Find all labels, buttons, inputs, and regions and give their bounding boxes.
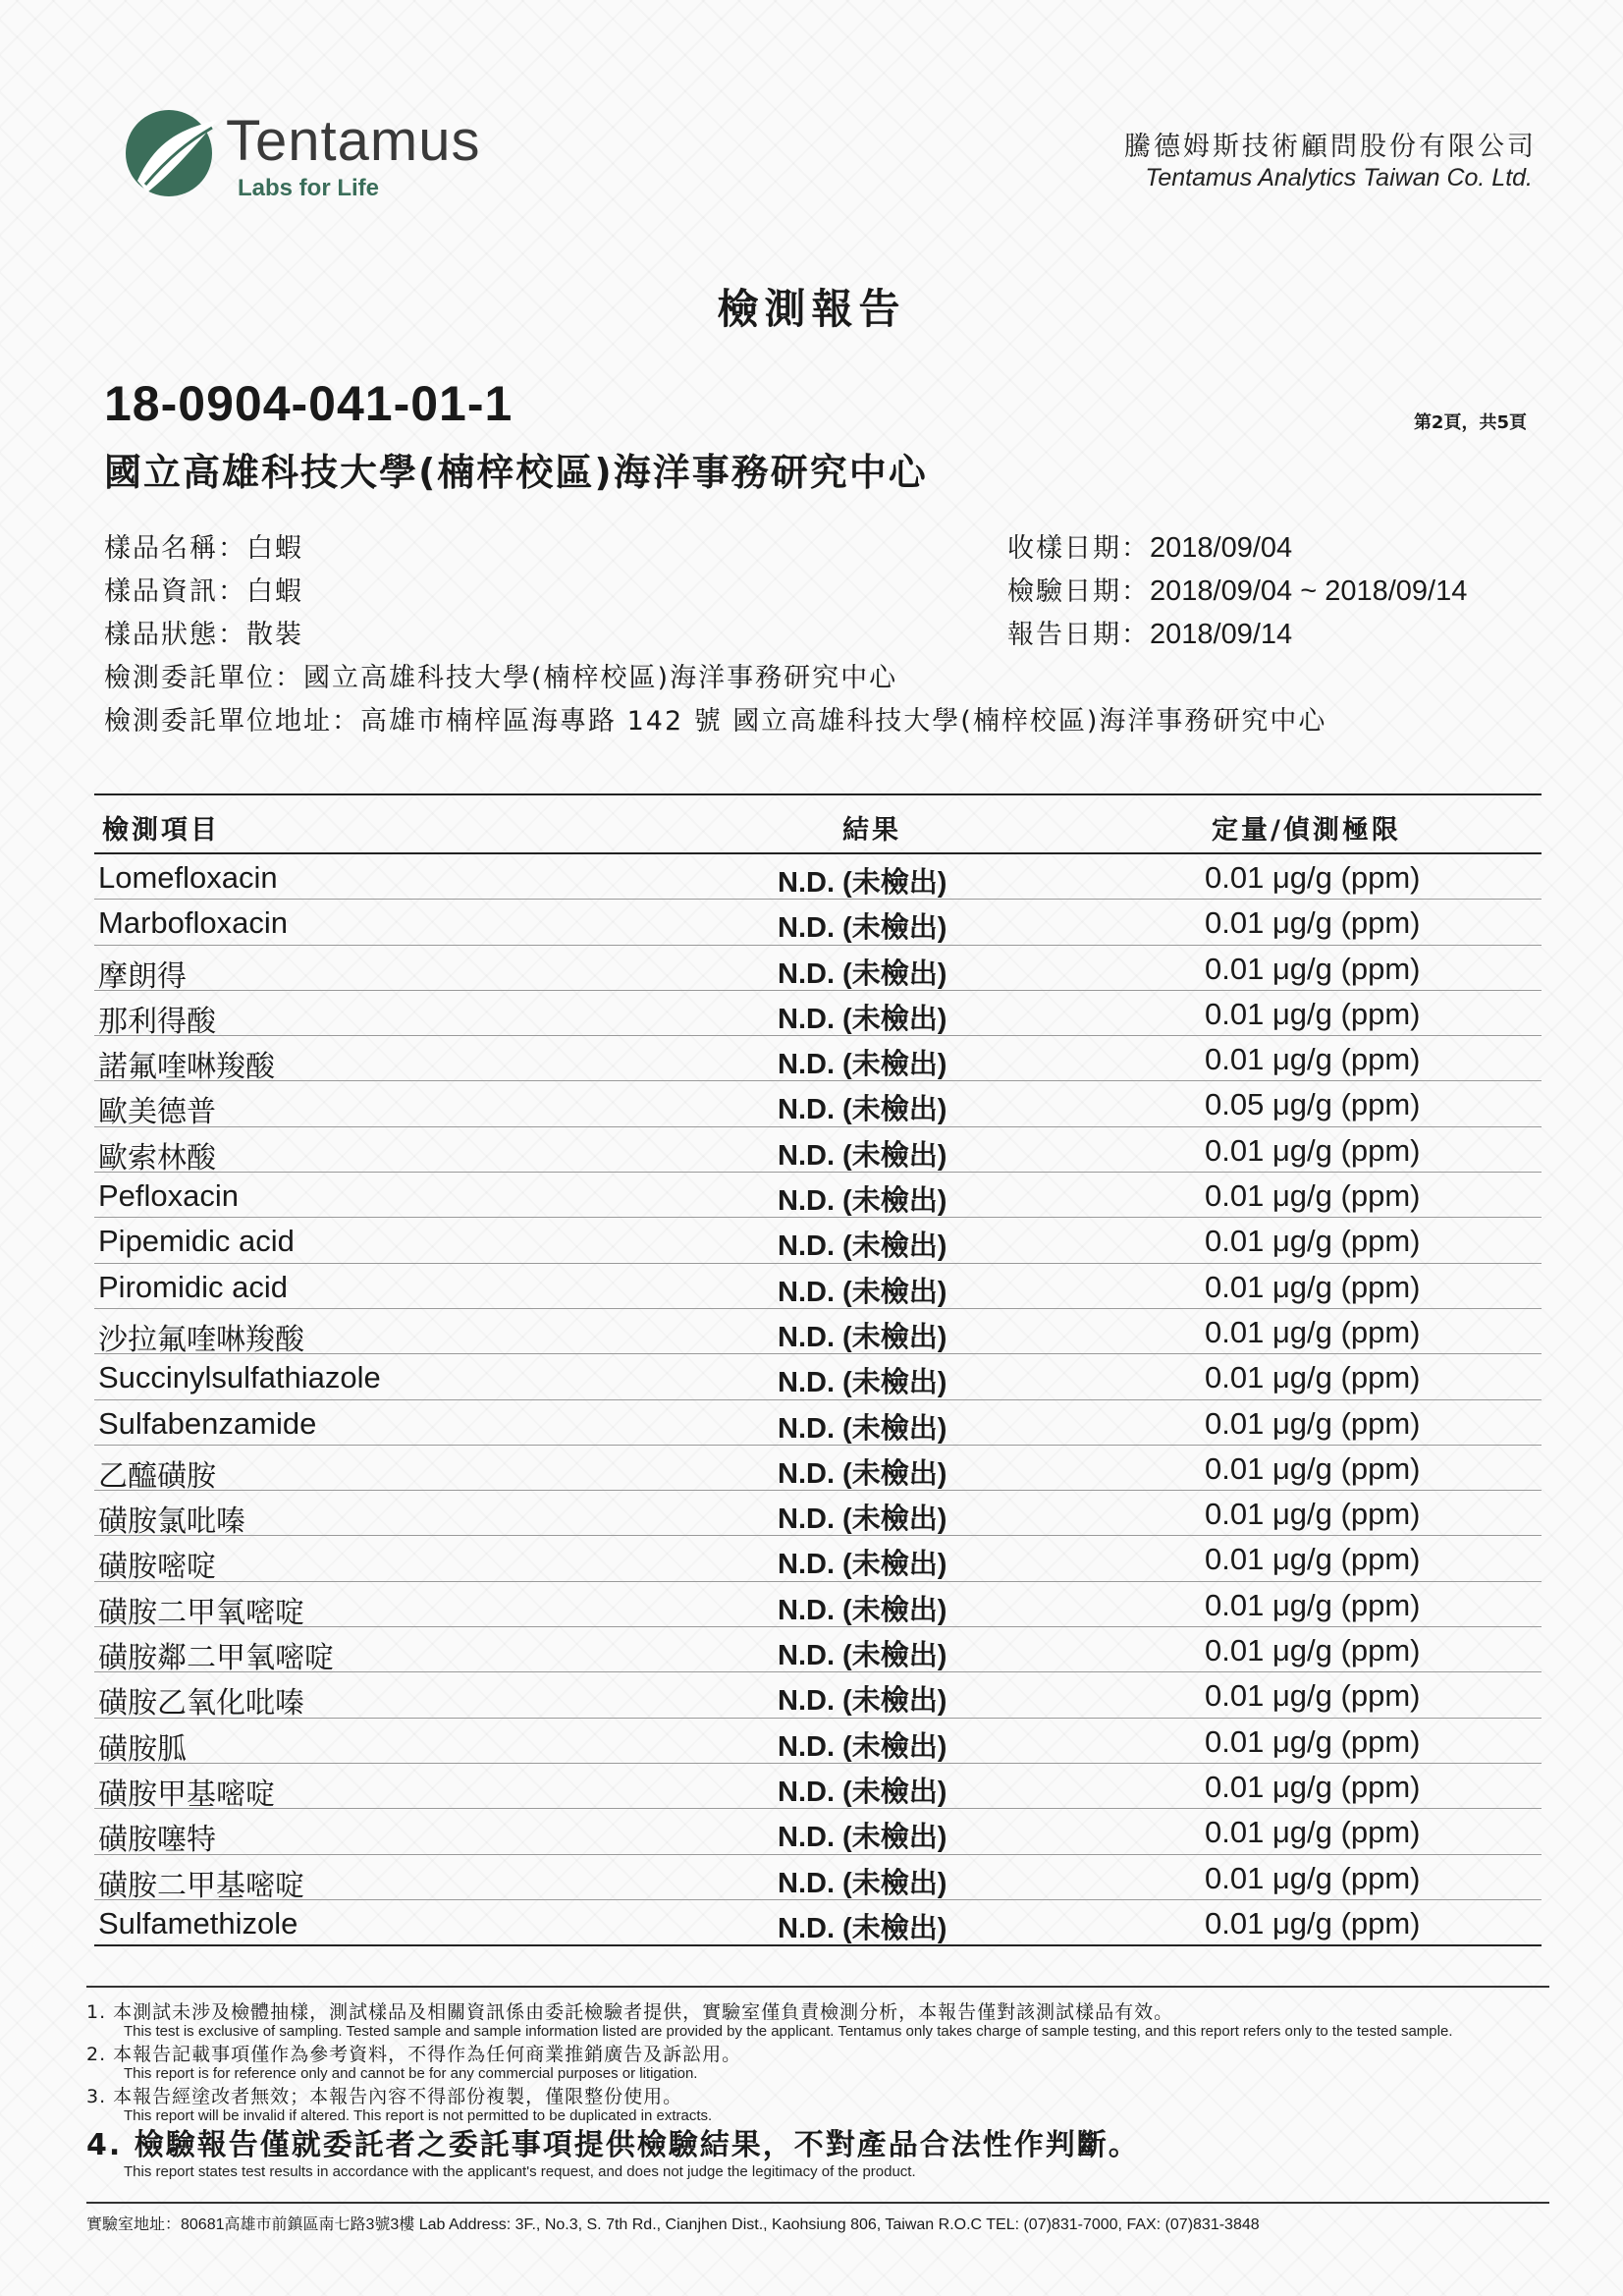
row-result: N.D. (未檢出) [778, 1185, 947, 1218]
row-item: 諾氟喹啉羧酸 [98, 1050, 275, 1085]
row-result: N.D. (未檢出) [778, 1640, 947, 1672]
row-item: 磺胺嘧啶 [98, 1550, 216, 1585]
table-row [94, 1036, 1542, 1085]
row-limit: 0.01 μg/g (ppm) [1205, 1860, 1421, 1895]
row-result: N.D. (未檢出) [778, 1822, 947, 1854]
sample-info [104, 570, 303, 608]
row-item: 那利得酸 [98, 1004, 216, 1039]
table-row [94, 1536, 1542, 1585]
report-number: 18-0904-041-01-1 [104, 376, 514, 431]
row-result: N.D. (未檢出) [778, 1594, 947, 1626]
row-result: N.D. (未檢出) [778, 1867, 947, 1899]
received-date [1007, 526, 1292, 565]
report-date [1007, 613, 1292, 651]
leaf-logo-icon [118, 98, 226, 206]
row-result: N.D. (未檢出) [778, 1003, 947, 1035]
table-row [94, 946, 1542, 994]
header-limit: 定量/偵測極限 [1212, 815, 1401, 846]
row-item: 磺胺二甲基嘧啶 [98, 1868, 304, 1903]
row-limit: 0.01 μg/g (ppm) [1205, 905, 1421, 941]
sample-name-label: 樣品名稱： [104, 533, 246, 564]
table-row [94, 1627, 1542, 1676]
row-item: 磺胺二甲氧嘧啶 [98, 1595, 304, 1630]
row-limit: 0.01 μg/g (ppm) [1205, 1269, 1421, 1304]
lab-address-footer: 實驗室地址：80681高雄市前鎮區南七路3號3樓 Lab Address: 3F., No.3, S. 7th Rd., Cianjhen Dist., Kaohsiung 806, Taiwan R.O.C TEL: (07)831-7000, FAX: (07)831-3848 [86, 2202, 1549, 2234]
note-3-en: This report will be invalid if altered. This report is not permitted to be duplicated in extracts. [124, 2107, 713, 2124]
sample-name-value: 白蝦 [246, 533, 303, 564]
table-row [94, 1491, 1542, 1540]
sample-info-label: 樣品資訊： [104, 576, 246, 607]
sample-name [104, 526, 303, 565]
row-result: N.D. (未檢出) [778, 957, 947, 990]
note-1-cn: 1. 本測試未涉及檢體抽樣，測試樣品及相關資訊係由委託檢驗者提供，實驗室僅負責檢測分析，本報告僅對該測試樣品有效。 [86, 2001, 1174, 2023]
company-name-cn: 騰德姆斯技術顧問股份有限公司 [1124, 132, 1537, 162]
table-body [94, 854, 1542, 1946]
row-limit: 0.01 μg/g (ppm) [1205, 1042, 1421, 1077]
row-limit: 0.01 μg/g (ppm) [1205, 1497, 1421, 1532]
report-date-label: 報告日期： [1007, 620, 1150, 650]
row-limit: 0.01 μg/g (ppm) [1205, 1542, 1421, 1577]
client-address-value: 高雄市楠梓區海專路 142 號 國立高雄科技大學(楠梓校區)海洋事務研究中心 [360, 706, 1327, 737]
row-item: Sulfabenzamide [98, 1405, 317, 1441]
row-limit: 0.01 μg/g (ppm) [1205, 1405, 1421, 1441]
table-row [94, 1264, 1542, 1309]
row-item: 磺胺胍 [98, 1731, 187, 1767]
row-item: Pipemidic acid [98, 1224, 295, 1259]
client-unit-label: 檢測委託單位： [104, 663, 303, 693]
row-limit: 0.05 μg/g (ppm) [1205, 1087, 1421, 1122]
table-row [94, 1719, 1542, 1767]
row-item: Piromidic acid [98, 1269, 288, 1304]
row-result: N.D. (未檢出) [778, 1139, 947, 1172]
row-item: 磺胺甲基嘧啶 [98, 1777, 275, 1812]
header-result: 結果 [842, 815, 901, 846]
received-date-label: 收樣日期： [1007, 533, 1150, 564]
page-number: 第2頁，共5頁 [1413, 412, 1527, 433]
report-date-value: 2018/09/14 [1150, 619, 1293, 650]
row-item: 摩朗得 [98, 958, 187, 994]
company-name-en: Tentamus Analytics Taiwan Co. Ltd. [1145, 164, 1533, 191]
row-item: Marbofloxacin [98, 905, 288, 941]
row-result: N.D. (未檢出) [778, 1549, 947, 1581]
row-item: 磺胺噻特 [98, 1823, 216, 1858]
header-item: 檢測項目 [102, 815, 220, 846]
row-item: 沙拉氟喹啉羧酸 [98, 1322, 304, 1357]
row-limit: 0.01 μg/g (ppm) [1205, 1723, 1421, 1759]
note-3-cn: 3. 本報告經塗改者無效；本報告內容不得部份複製，僅限整份使用。 [86, 2086, 683, 2107]
table-row [94, 1672, 1542, 1722]
sample-info-value: 白蝦 [246, 576, 303, 607]
row-limit: 0.01 μg/g (ppm) [1205, 1769, 1421, 1804]
sample-state-label: 樣品狀態： [104, 620, 246, 650]
results-table [94, 793, 1542, 1946]
row-item: 磺胺乙氧化吡嗪 [98, 1686, 304, 1722]
row-limit: 0.01 μg/g (ppm) [1205, 1450, 1421, 1486]
row-limit: 0.01 μg/g (ppm) [1205, 951, 1421, 986]
table-row [94, 1309, 1542, 1357]
table-row [94, 1354, 1542, 1399]
table-row [94, 1173, 1542, 1218]
row-item: Sulfamethizole [98, 1905, 298, 1941]
test-date-value: 2018/09/04 ~ 2018/09/14 [1150, 575, 1468, 607]
row-limit: 0.01 μg/g (ppm) [1205, 1314, 1421, 1349]
note-4-en: This report states test results in accordance with the applicant's request, and does not judge the legitimacy of the product. [124, 2163, 916, 2180]
row-result: N.D. (未檢出) [778, 1412, 947, 1445]
client-address-label: 檢測委託單位地址： [104, 706, 360, 737]
row-result: N.D. (未檢出) [778, 1230, 947, 1263]
row-result: N.D. (未檢出) [778, 1367, 947, 1399]
row-result: N.D. (未檢出) [778, 1049, 947, 1081]
row-limit: 0.01 μg/g (ppm) [1205, 1678, 1421, 1714]
row-result: N.D. (未檢出) [778, 1457, 947, 1490]
table-row [94, 1809, 1542, 1858]
row-limit: 0.01 μg/g (ppm) [1205, 1360, 1421, 1395]
table-row [94, 991, 1542, 1039]
table-row [94, 1081, 1542, 1130]
row-result: N.D. (未檢出) [778, 1912, 947, 1944]
row-result: N.D. (未檢出) [778, 1321, 947, 1353]
note-1-en: This test is exclusive of sampling. Tested sample and sample information listed are provided by the applicant. Tentamus only takes charge of sample testing, and this report refers only to the tested sample. [124, 2023, 1453, 2040]
client-unit-value: 國立高雄科技大學(楠梓校區)海洋事務研究中心 [303, 663, 898, 693]
row-item: 磺胺鄰二甲氧嘧啶 [98, 1641, 334, 1676]
received-date-value: 2018/09/04 [1150, 532, 1293, 564]
note-4-cn: 4. 檢驗報告僅就委託者之委託事項提供檢驗結果，不對產品合法性作判斷。 [86, 2128, 1140, 2162]
client-address [104, 699, 1326, 738]
row-limit: 0.01 μg/g (ppm) [1205, 996, 1421, 1031]
sample-state-value: 散裝 [246, 620, 303, 650]
row-result: N.D. (未檢出) [778, 1776, 947, 1808]
row-result: N.D. (未檢出) [778, 1503, 947, 1536]
table-row [94, 1582, 1542, 1630]
notes-section [86, 1986, 1549, 2184]
table-row [94, 1764, 1542, 1812]
row-result: N.D. (未檢出) [778, 1276, 947, 1308]
table-header [94, 793, 1542, 854]
note-2-en: This report is for reference only and cannot be for any commercial purposes or litigation. [124, 2065, 698, 2082]
row-item: 磺胺氯吡嗪 [98, 1504, 245, 1540]
table-row [94, 1855, 1542, 1903]
row-result: N.D. (未檢出) [778, 912, 947, 945]
row-result: N.D. (未檢出) [778, 1730, 947, 1763]
company-logo [118, 98, 530, 216]
row-result: N.D. (未檢出) [778, 867, 947, 899]
table-row [94, 1446, 1542, 1494]
row-item: Succinylsulfathiazole [98, 1360, 381, 1395]
row-item: 歐美德普 [98, 1095, 216, 1130]
table-row [94, 854, 1542, 900]
table-row [94, 1900, 1542, 1946]
logo-name: Tentamus [226, 109, 481, 173]
note-2-cn: 2. 本報告記載事項僅作為參考資料，不得作為任何商業推銷廣告及訴訟用。 [86, 2044, 742, 2065]
row-limit: 0.01 μg/g (ppm) [1205, 1224, 1421, 1259]
row-limit: 0.01 μg/g (ppm) [1205, 1815, 1421, 1850]
client-unit [104, 656, 897, 694]
test-date [1007, 570, 1467, 608]
row-item: 歐索林酸 [98, 1140, 216, 1175]
table-row [94, 900, 1542, 945]
test-date-label: 檢驗日期： [1007, 576, 1150, 607]
row-result: N.D. (未檢出) [778, 1094, 947, 1126]
row-limit: 0.01 μg/g (ppm) [1205, 1132, 1421, 1168]
client-heading: 國立高雄科技大學(楠梓校區)海洋事務研究中心 [104, 451, 928, 494]
row-limit: 0.01 μg/g (ppm) [1205, 1178, 1421, 1214]
row-limit: 0.01 μg/g (ppm) [1205, 860, 1421, 895]
report-title: 檢測報告 [717, 285, 906, 333]
sample-state [104, 613, 303, 651]
table-row [94, 1127, 1542, 1173]
table-row [94, 1218, 1542, 1263]
row-limit: 0.01 μg/g (ppm) [1205, 1905, 1421, 1941]
row-item: 乙醯磺胺 [98, 1458, 216, 1494]
row-limit: 0.01 μg/g (ppm) [1205, 1633, 1421, 1668]
logo-tagline: Labs for Life [238, 175, 380, 201]
row-limit: 0.01 μg/g (ppm) [1205, 1587, 1421, 1622]
row-item: Lomefloxacin [98, 860, 278, 895]
row-item: Pefloxacin [98, 1178, 240, 1214]
row-result: N.D. (未檢出) [778, 1685, 947, 1718]
table-row [94, 1400, 1542, 1446]
